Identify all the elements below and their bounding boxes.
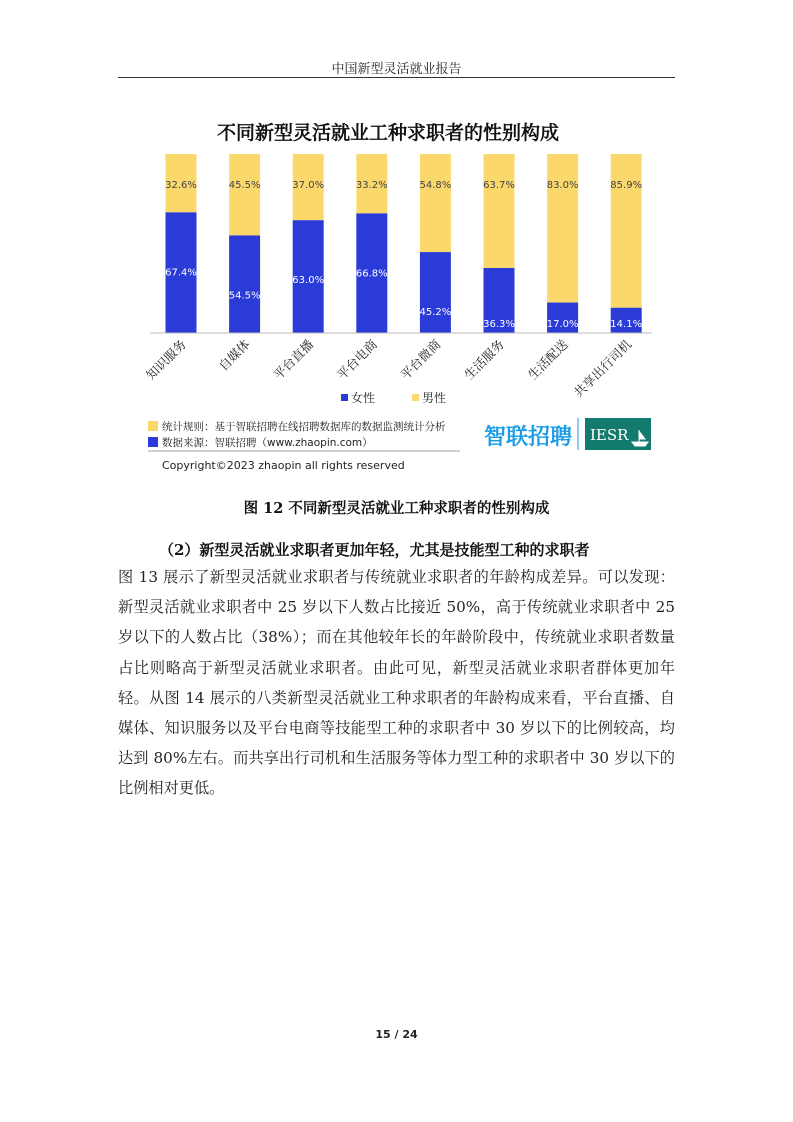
note-source: 数据来源：智联招聘（www.zhaopin.com） <box>162 437 373 449</box>
data-label-male-1: 45.5% <box>228 180 261 191</box>
data-label-female-2: 63.0% <box>292 275 325 287</box>
bar-female-1 <box>229 235 260 333</box>
page-number: 15 / 24 <box>375 1028 418 1041</box>
x-tick-label-6: 生活配送 <box>524 336 571 383</box>
bar-female-4 <box>420 252 451 333</box>
body-paragraph: 图 13 展示了新型灵活就业求职者与传统就业求职者的年龄构成差异。可以发现：新型灵活就业求职者中 25 岁以下人数占比接近 50%，高于传统就业求职者中 25 岁以下的人数占比（38%）；而在其他较年长的年龄阶段中，传统就业求职者数量占比则略高于新型灵活就业求职者。由此可见，新型灵活就业求职者群体更加年轻。从图 14 展示的八类新型灵活就业工种求职者的年龄构成来看，平台直播、自媒体、知识服务以及平台电商等技能型工种的求职者中 30 岁以下的比例较高，均达到 80%左右。而共享出行司机和生活服务等体力型工种的求职者中 30 岁以下的比例相对更低。 <box>118 568 675 798</box>
iesr-logo-text: IESR <box>590 426 629 444</box>
data-label-male-4: 54.8% <box>419 180 452 191</box>
section-heading: （2）新型灵活就业求职者更加年轻，尤其是技能型工种的求职者 <box>159 541 590 559</box>
bar-male-7 <box>611 154 642 308</box>
chart-title: 不同新型灵活就业工种求职者的性别构成 <box>216 122 560 144</box>
data-label-female-5: 36.3% <box>483 319 515 330</box>
data-label-male-3: 33.2% <box>355 180 388 191</box>
x-tick-label-1: 自媒体 <box>215 336 253 374</box>
data-label-male-7: 85.9% <box>610 180 643 191</box>
chart-notes <box>148 420 446 449</box>
page-header-title: 中国新型灵活就业报告 <box>331 62 462 77</box>
bar-male-4 <box>420 154 451 252</box>
header-divider <box>118 77 675 78</box>
x-tick-label-7: 共享出行司机 <box>570 336 635 401</box>
legend-swatch-male <box>412 394 419 401</box>
bar-area <box>165 154 642 333</box>
note-swatch-method <box>148 421 158 431</box>
legend-label-male: 男性 <box>422 391 447 405</box>
x-tick-label-4: 平台微商 <box>397 336 444 383</box>
data-label-female-3: 66.8% <box>355 268 388 280</box>
legend-label-female: 女性 <box>351 391 376 405</box>
figure-caption: 图 12 不同新型灵活就业工种求职者的性别构成 <box>243 500 550 517</box>
x-tick-label-2: 平台直播 <box>270 336 317 383</box>
bar-male-6 <box>547 154 578 303</box>
zhaopin-logo <box>484 424 572 450</box>
data-label-male-5: 63.7% <box>483 180 515 191</box>
data-label-female-7: 14.1% <box>610 319 643 330</box>
legend <box>341 390 446 405</box>
x-tick-label-3: 平台电商 <box>333 336 380 383</box>
x-tick-label-5: 生活服务 <box>461 336 508 383</box>
data-label-female-6: 17.0% <box>546 319 579 330</box>
data-label-female-4: 45.2% <box>419 307 452 319</box>
data-label-male-0: 32.6% <box>165 180 197 191</box>
x-axis-labels <box>143 336 635 400</box>
iesr-logo <box>585 418 651 450</box>
bar-male-5 <box>484 154 515 268</box>
x-tick-label-0: 知识服务 <box>143 336 190 383</box>
legend-swatch-female <box>341 394 348 401</box>
note-method: 统计规则：基于智联招聘在线招聘数据库的数据监测统计分析 <box>162 421 446 433</box>
bar-male-1 <box>229 154 260 235</box>
gender-composition-chart <box>118 112 658 457</box>
data-label-female-1: 54.5% <box>228 290 261 302</box>
zhaopin-logo-text: 智联招聘 <box>484 425 573 450</box>
note-swatch-source <box>148 437 158 447</box>
data-label-female-0: 67.4% <box>165 267 197 279</box>
data-label-male-2: 37.0% <box>292 180 325 191</box>
data-label-male-6: 83.0% <box>546 180 579 191</box>
copyright-text: Copyright©2023 zhaopin all rights reserved <box>162 459 405 472</box>
